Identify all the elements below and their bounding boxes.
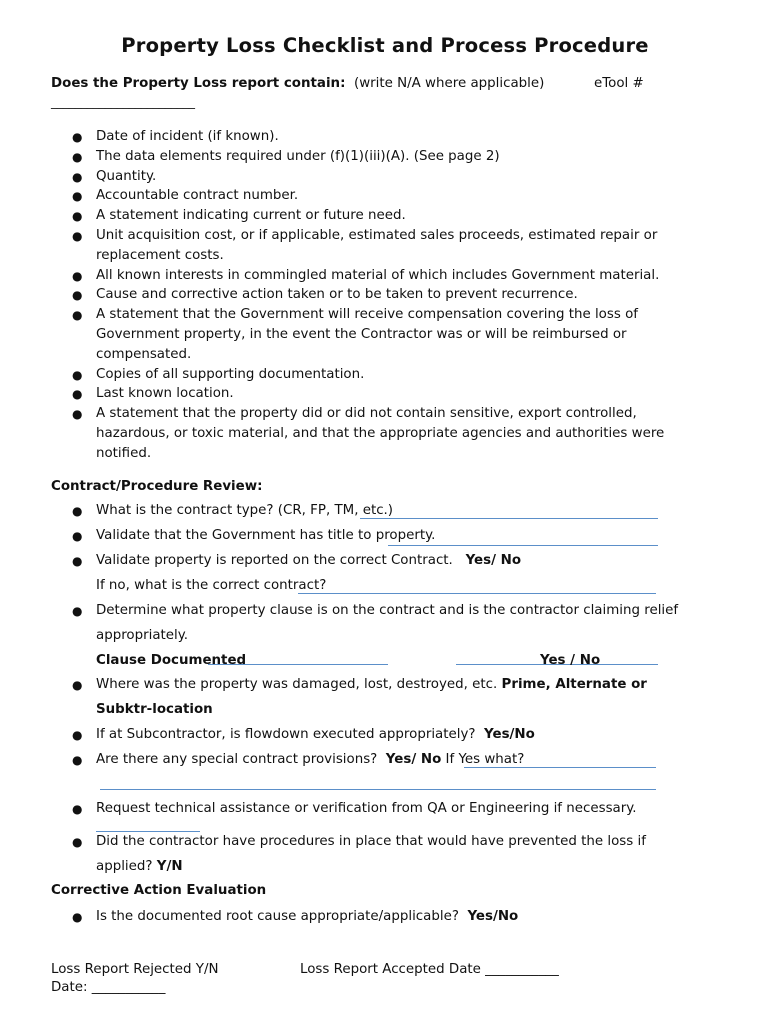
procedures-text: applied? xyxy=(96,859,153,874)
loss-report-rejected[interactable]: Loss Report Rejected Y/N xyxy=(51,962,219,977)
special-provisions-what: If Yes what? xyxy=(445,752,525,767)
clause-yes-no[interactable]: Yes / No xyxy=(540,653,601,668)
validate-contract-question xyxy=(96,551,521,571)
bullet: ● xyxy=(72,268,83,283)
contract-type-answer-line[interactable] xyxy=(360,518,658,519)
validate-contract-yes-no[interactable]: Yes/ No xyxy=(465,553,522,568)
correct-contract-answer-line[interactable] xyxy=(298,593,656,594)
root-cause-yes-no[interactable]: Yes/No xyxy=(467,909,519,924)
report-item: Last known location. xyxy=(96,386,234,402)
report-question-label: Does the Property Loss report contain: xyxy=(51,76,346,91)
clause-documented-answer-line[interactable] xyxy=(208,664,388,665)
etool-label: eTool # xyxy=(594,76,644,91)
bullet: ● xyxy=(72,189,83,204)
validate-title-question: Validate that the Government has title to property. xyxy=(96,528,436,543)
validate-contract-text: Validate property is reported on the correct Contract. xyxy=(96,553,453,568)
procedures-question-line1: Did the contractor have procedures in place that would have prevented the loss if xyxy=(96,834,646,849)
contract-review-heading: Contract/Procedure Review: xyxy=(51,479,263,494)
correct-contract-question: If no, what is the correct contract? xyxy=(96,578,327,593)
report-item: Cause and corrective action taken or to be taken to prevent recurrence. xyxy=(96,287,578,303)
report-item: replacement costs. xyxy=(96,247,224,263)
bullet: ● xyxy=(72,604,83,618)
report-item: Quantity. xyxy=(96,168,157,184)
flowdown-text: If at Subcontractor, is flowdown executed appropriately? xyxy=(96,727,476,742)
report-item: notified. xyxy=(96,445,152,461)
bullet: ● xyxy=(72,229,83,243)
report-item: Accountable contract number. xyxy=(96,188,299,204)
bullet: ● xyxy=(72,149,83,164)
procedures-yes-no[interactable]: Y/N xyxy=(156,859,183,874)
bullet: ● xyxy=(72,407,83,422)
validate-title-answer-line[interactable] xyxy=(388,545,658,546)
clause-documented-label: Clause Documented xyxy=(96,653,247,668)
property-clause-question-line2: appropriately. xyxy=(96,628,189,643)
bullet: ● xyxy=(72,529,83,543)
rejected-date[interactable]: Date: ___________ xyxy=(51,980,166,995)
root-cause-text: Is the documented root cause appropriate/applicable? xyxy=(96,909,459,924)
report-item: hazardous, or toxic material, and that the appropriate agencies and authorities were xyxy=(96,426,665,441)
special-provisions-extra-line[interactable] xyxy=(100,789,656,790)
bullet: ● xyxy=(72,169,83,184)
loss-report-accepted[interactable]: Loss Report Accepted Date ___________ xyxy=(300,962,559,977)
report-item: A statement that the property did or did not contain sensitive, export controlled, xyxy=(96,406,637,422)
report-item: A statement indicating current or future need. xyxy=(96,208,406,224)
bullet: ● xyxy=(72,678,83,692)
procedures-question-line2 xyxy=(96,857,183,877)
page-title: Property Loss Checklist and Process Procedure xyxy=(121,34,649,57)
bullet: ● xyxy=(72,504,83,518)
contract-type-question: What is the contract type? (CR, FP, TM, etc.) xyxy=(96,503,394,518)
report-item: All known interests in commingled material of which includes Government material. xyxy=(96,267,660,283)
report-item: compensated. xyxy=(96,346,192,362)
bullet: ● xyxy=(72,835,83,849)
bullet: ● xyxy=(72,728,83,742)
report-item: The data elements required under (f)(1)(iii)(A). (See page 2) xyxy=(96,148,500,164)
report-item: Government property, in the event the Contractor was or will be reimbursed or xyxy=(96,327,627,342)
technical-assistance-item: Request technical assistance or verification from QA or Engineering if necessary. xyxy=(96,801,637,816)
damage-location-question xyxy=(96,675,647,695)
report-item: A statement that the Government will receive compensation covering the loss of xyxy=(96,307,638,323)
bullet: ● xyxy=(72,130,83,144)
bullet: ● xyxy=(72,367,83,382)
root-cause-question xyxy=(96,907,518,927)
corrective-action-heading: Corrective Action Evaluation xyxy=(51,883,267,898)
property-clause-question-line1: Determine what property clause is on the contract and is the contractor claiming relief xyxy=(96,603,679,618)
report-item: Copies of all supporting documentation. xyxy=(96,366,365,382)
bullet: ● xyxy=(72,753,83,767)
special-provisions-yes-no[interactable]: Yes/ No xyxy=(385,752,442,767)
etool-number-blank[interactable]: ________________________ xyxy=(51,95,195,109)
flowdown-yes-no[interactable]: Yes/No xyxy=(484,727,535,742)
bullet: ● xyxy=(72,554,83,568)
bullet: ● xyxy=(72,288,83,303)
special-provisions-answer-line[interactable] xyxy=(464,767,656,768)
subktr-location-option[interactable]: Subktr-location xyxy=(96,702,213,717)
bullet: ● xyxy=(72,802,83,816)
report-item: Unit acquisition cost, or if applicable, estimated sales proceeds, estimated repair or xyxy=(96,228,658,243)
special-provisions-text: Are there any special contract provisions? xyxy=(96,752,378,767)
bullet: ● xyxy=(72,308,83,323)
bullet: ● xyxy=(72,387,83,402)
report-question xyxy=(51,76,544,91)
bullet: ● xyxy=(72,209,83,224)
damage-location-options[interactable]: Prime, Alternate or xyxy=(501,677,647,692)
damage-location-text: Where was the property was damaged, lost, destroyed, etc. xyxy=(96,677,498,692)
report-question-note: (write N/A where applicable) xyxy=(353,76,545,91)
report-item: Date of incident (if known). xyxy=(96,129,279,144)
flowdown-question xyxy=(96,725,535,745)
bullet: ● xyxy=(72,910,83,924)
special-provisions-question xyxy=(96,750,524,770)
